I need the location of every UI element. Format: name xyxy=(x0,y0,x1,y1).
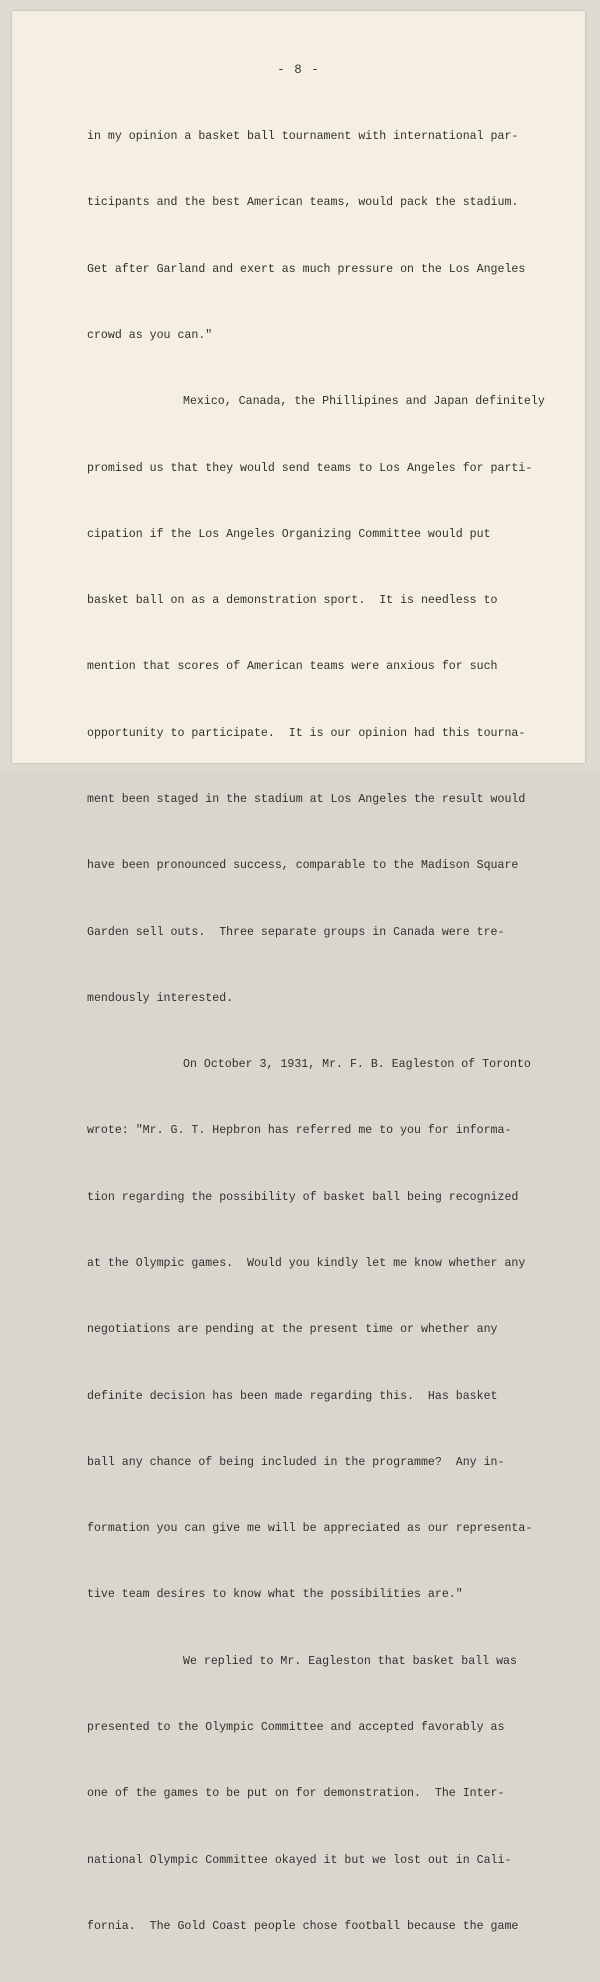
text-line: ticipants and the best American teams, would pack the stadium. xyxy=(87,196,519,210)
text-line: mendously interested. xyxy=(87,991,234,1005)
text-line: in my opinion a basket ball tournament with international par- xyxy=(87,130,519,144)
text-line: ball any chance of being included in the programme? Any in- xyxy=(87,1455,505,1469)
text-line: tive team desires to know what the possibilities are." xyxy=(87,1588,463,1602)
text-line: negotiations are pending at the present time or whether any xyxy=(87,1323,498,1337)
body-text xyxy=(87,82,545,1982)
text-line: formation you can give me will be appreciated as our representa- xyxy=(87,1522,533,1536)
text-line: promised us that they would send teams to Los Angeles for parti- xyxy=(87,461,533,475)
text-line: Get after Garland and exert as much pressure on the Los Angeles xyxy=(87,262,526,276)
text-line: wrote: "Mr. G. T. Hepbron has referred me to you for informa- xyxy=(87,1124,512,1138)
paragraph-start-line: On October 3, 1931, Mr. F. B. Eagleston of Toronto xyxy=(183,1058,531,1072)
text-line: have been pronounced success, comparable to the Madison Square xyxy=(87,859,519,873)
document-page xyxy=(12,11,585,1933)
text-line: definite decision has been made regarding this. Has basket xyxy=(87,1389,498,1403)
page-number: - 8 - xyxy=(277,63,320,77)
paragraph-start-line: Mexico, Canada, the Phillipines and Japan definitely xyxy=(183,395,545,409)
text-line: fornia. The Gold Coast people chose football because the game xyxy=(87,1919,519,1933)
text-line: ment been staged in the stadium at Los Angeles the result would xyxy=(87,793,526,806)
text-line: Garden sell outs. Three separate groups in Canada were tre- xyxy=(87,925,505,939)
text-line: national Olympic Committee okayed it but we lost out in Cali- xyxy=(87,1853,512,1867)
text-line: mention that scores of American teams were anxious for such xyxy=(87,660,498,674)
text-line: at the Olympic games. Would you kindly let me know whether any xyxy=(87,1256,526,1270)
text-line: opportunity to participate. It is our opinion had this tourna- xyxy=(87,726,526,740)
text-line: crowd as you can." xyxy=(87,329,213,343)
paragraph-start-line: We replied to Mr. Eagleston that basket ball was xyxy=(183,1654,517,1668)
text-line: one of the games to be put on for demonstration. The Inter- xyxy=(87,1787,505,1801)
text-line: tion regarding the possibility of basket ball being recognized xyxy=(87,1190,519,1204)
text-line: cipation if the Los Angeles Organizing Committee would put xyxy=(87,527,491,541)
text-line: basket ball on as a demonstration sport. It is needless to xyxy=(87,594,498,608)
text-line: presented to the Olympic Committee and accepted favorably as xyxy=(87,1720,505,1734)
